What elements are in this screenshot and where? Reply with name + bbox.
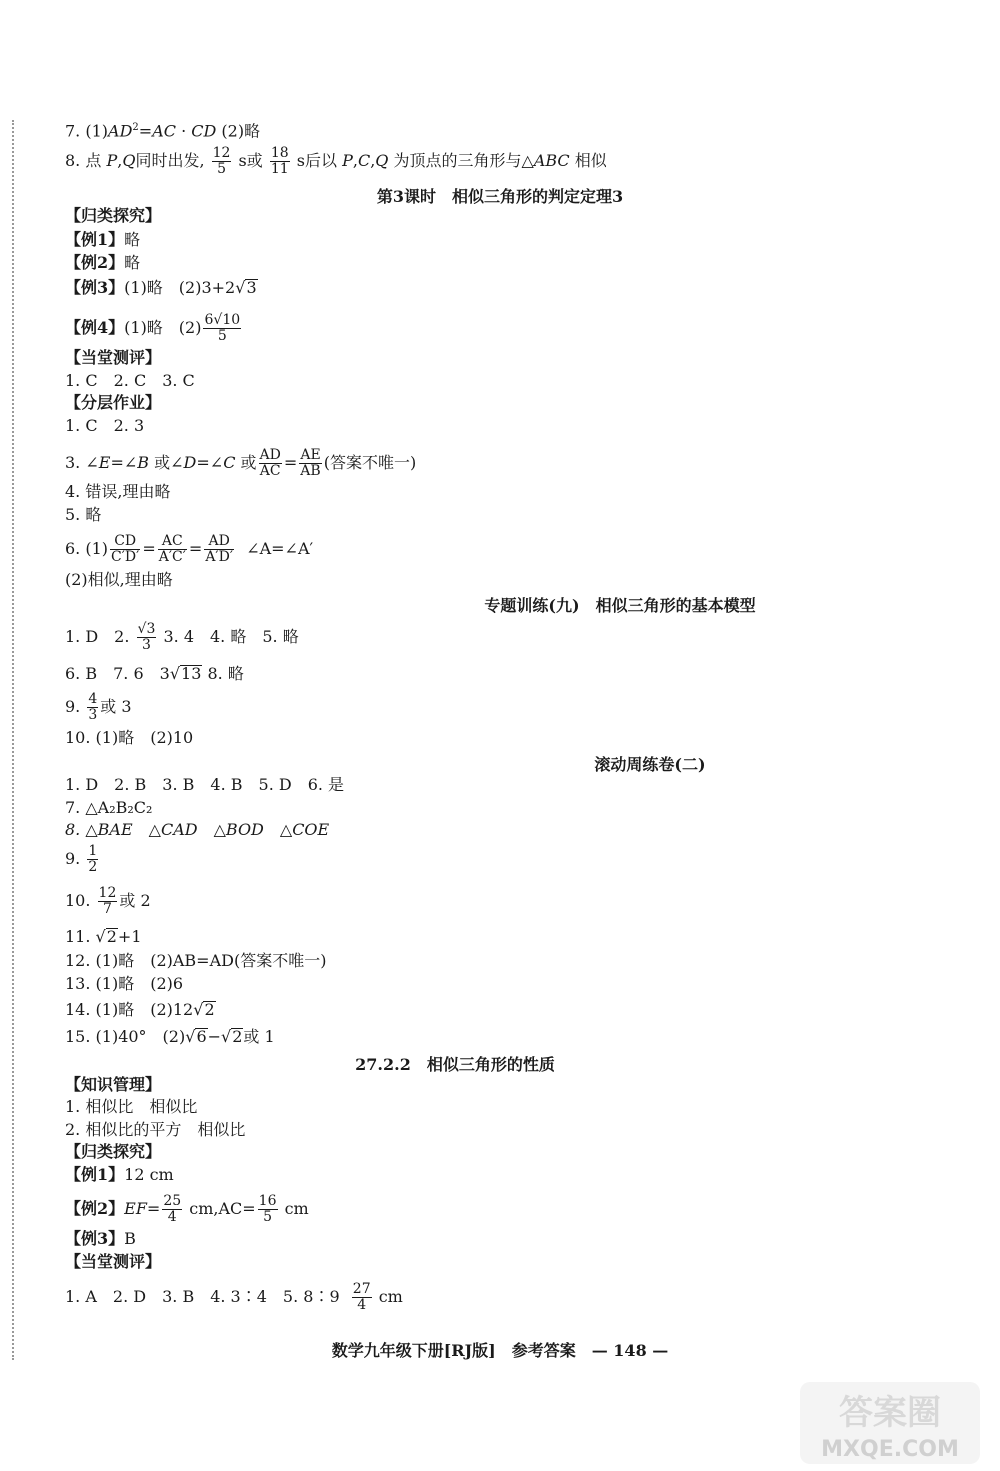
training-9: 9. $\frac{4}{3}$ 或 3 <box>65 691 132 723</box>
binding-dotted-line <box>12 120 14 1360</box>
section-heading-special-training: 专题训练(九) 相似三角形的基本模型 <box>484 596 756 615</box>
section-heading-27-2-2: 27.2.2 相似三角形的性质 <box>355 1055 555 1074</box>
example-1: 【例1】略 <box>65 230 141 249</box>
homework-3: 3. ∠E=∠B 或∠D=∠C 或 $\frac{AD}{AC}$ = $\frac{AE}{AB}$ (答案不唯一) <box>65 447 417 479</box>
example-3b: 【例3】B <box>65 1229 136 1248</box>
homework-5: 5. 略 <box>65 505 102 524</box>
knowledge-heading: 【知识管理】 <box>65 1075 162 1094</box>
weekly-15: 15. (1)40° (2)√6−√2或 1 <box>65 1027 275 1046</box>
weekly-10: 10. $\frac{12}{7}$ 或 2 <box>65 885 151 917</box>
category-heading-2: 【归类探究】 <box>65 1142 162 1161</box>
answer-7: 7. $(1)AD^2=AC$ · CD (2)略 <box>65 121 261 141</box>
watermark-logo <box>800 1382 980 1464</box>
answer-8: 8. 点 P,Q同时出发, $\frac{12}{5}$ s或 $\frac{18}{11}$ s后以 P,C,Q 为顶点的三角形与△ABC 相似 <box>65 145 607 177</box>
homework-6: 6. (1) $\frac{CD}{C'D'}$ = $\frac{AC}{A'C'}$ = $\frac{AD}{A'D'}$ ∠A=∠A′ <box>65 533 314 565</box>
weekly-13: 13. (1)略 (2)6 <box>65 974 184 993</box>
watermark-bottom-text: MXQE.COM <box>821 1437 959 1462</box>
knowledge-2: 2. 相似比的平方 相似比 <box>65 1120 246 1139</box>
category-heading: 【归类探究】 <box>65 206 162 225</box>
training-1-5: 1. D 2. $\frac{√3}{3}$ 3. 4 4. 略 5. 略 <box>65 621 299 653</box>
weekly-11: 11. √2+1 <box>65 927 142 946</box>
training-6-8: 6. B 7. 6 3√13 8. 略 <box>65 664 244 683</box>
knowledge-1: 1. 相似比 相似比 <box>65 1097 198 1116</box>
section-heading-lesson3: 第3课时 相似三角形的判定定理3 <box>376 187 624 206</box>
class-test-heading: 【当堂测评】 <box>65 348 162 367</box>
class-test-heading-2: 【当堂测评】 <box>65 1252 162 1271</box>
weekly-8: 8. △BAE △CAD △BOD △COE <box>65 820 330 839</box>
homework-4: 4. 错误,理由略 <box>65 482 171 501</box>
example-3: 【例3】(1)略 (2)3+2√3 <box>65 278 257 297</box>
watermark-top-text: 答案圈 <box>839 1393 941 1433</box>
class-test-answers: 1. C 2. C 3. C <box>65 371 195 390</box>
homework-6-2: (2)相似,理由略 <box>65 570 173 589</box>
weekly-12: 12. (1)略 (2)AB=AD(答案不唯一) <box>65 951 327 970</box>
example-2: 【例2】略 <box>65 253 141 272</box>
training-10: 10. (1)略 (2)10 <box>65 728 194 747</box>
weekly-1-6: 1. D 2. B 3. B 4. B 5. D 6. 是 <box>65 775 345 794</box>
example-2b: 【例2】EF= $\frac{25}{4}$ cm,AC= $\frac{16}{5}$ cm <box>65 1193 309 1225</box>
weekly-14: 14. (1)略 (2)12√2 <box>65 1000 215 1019</box>
weekly-7: 7. △A₂B₂C₂ <box>65 798 153 817</box>
homework-heading: 【分层作业】 <box>65 393 162 412</box>
page-footer: 数学九年级下册[RJ版] 参考答案 — 148 — <box>331 1341 669 1360</box>
class-test-answers-2: 1. A 2. D 3. B 4. 3∶4 5. 8∶9 $\frac{27}{4}$ cm <box>65 1281 403 1313</box>
example-1b: 【例1】12 cm <box>65 1165 174 1184</box>
section-heading-weekly-test: 滚动周练卷(二) <box>594 755 706 774</box>
weekly-9: 9. $\frac{1}{2}$ <box>65 843 98 875</box>
example-4: 【例4】(1)略 (2) $\frac{6√10}{5}$ <box>65 312 241 344</box>
homework-1-2: 1. C 2. 3 <box>65 416 145 435</box>
